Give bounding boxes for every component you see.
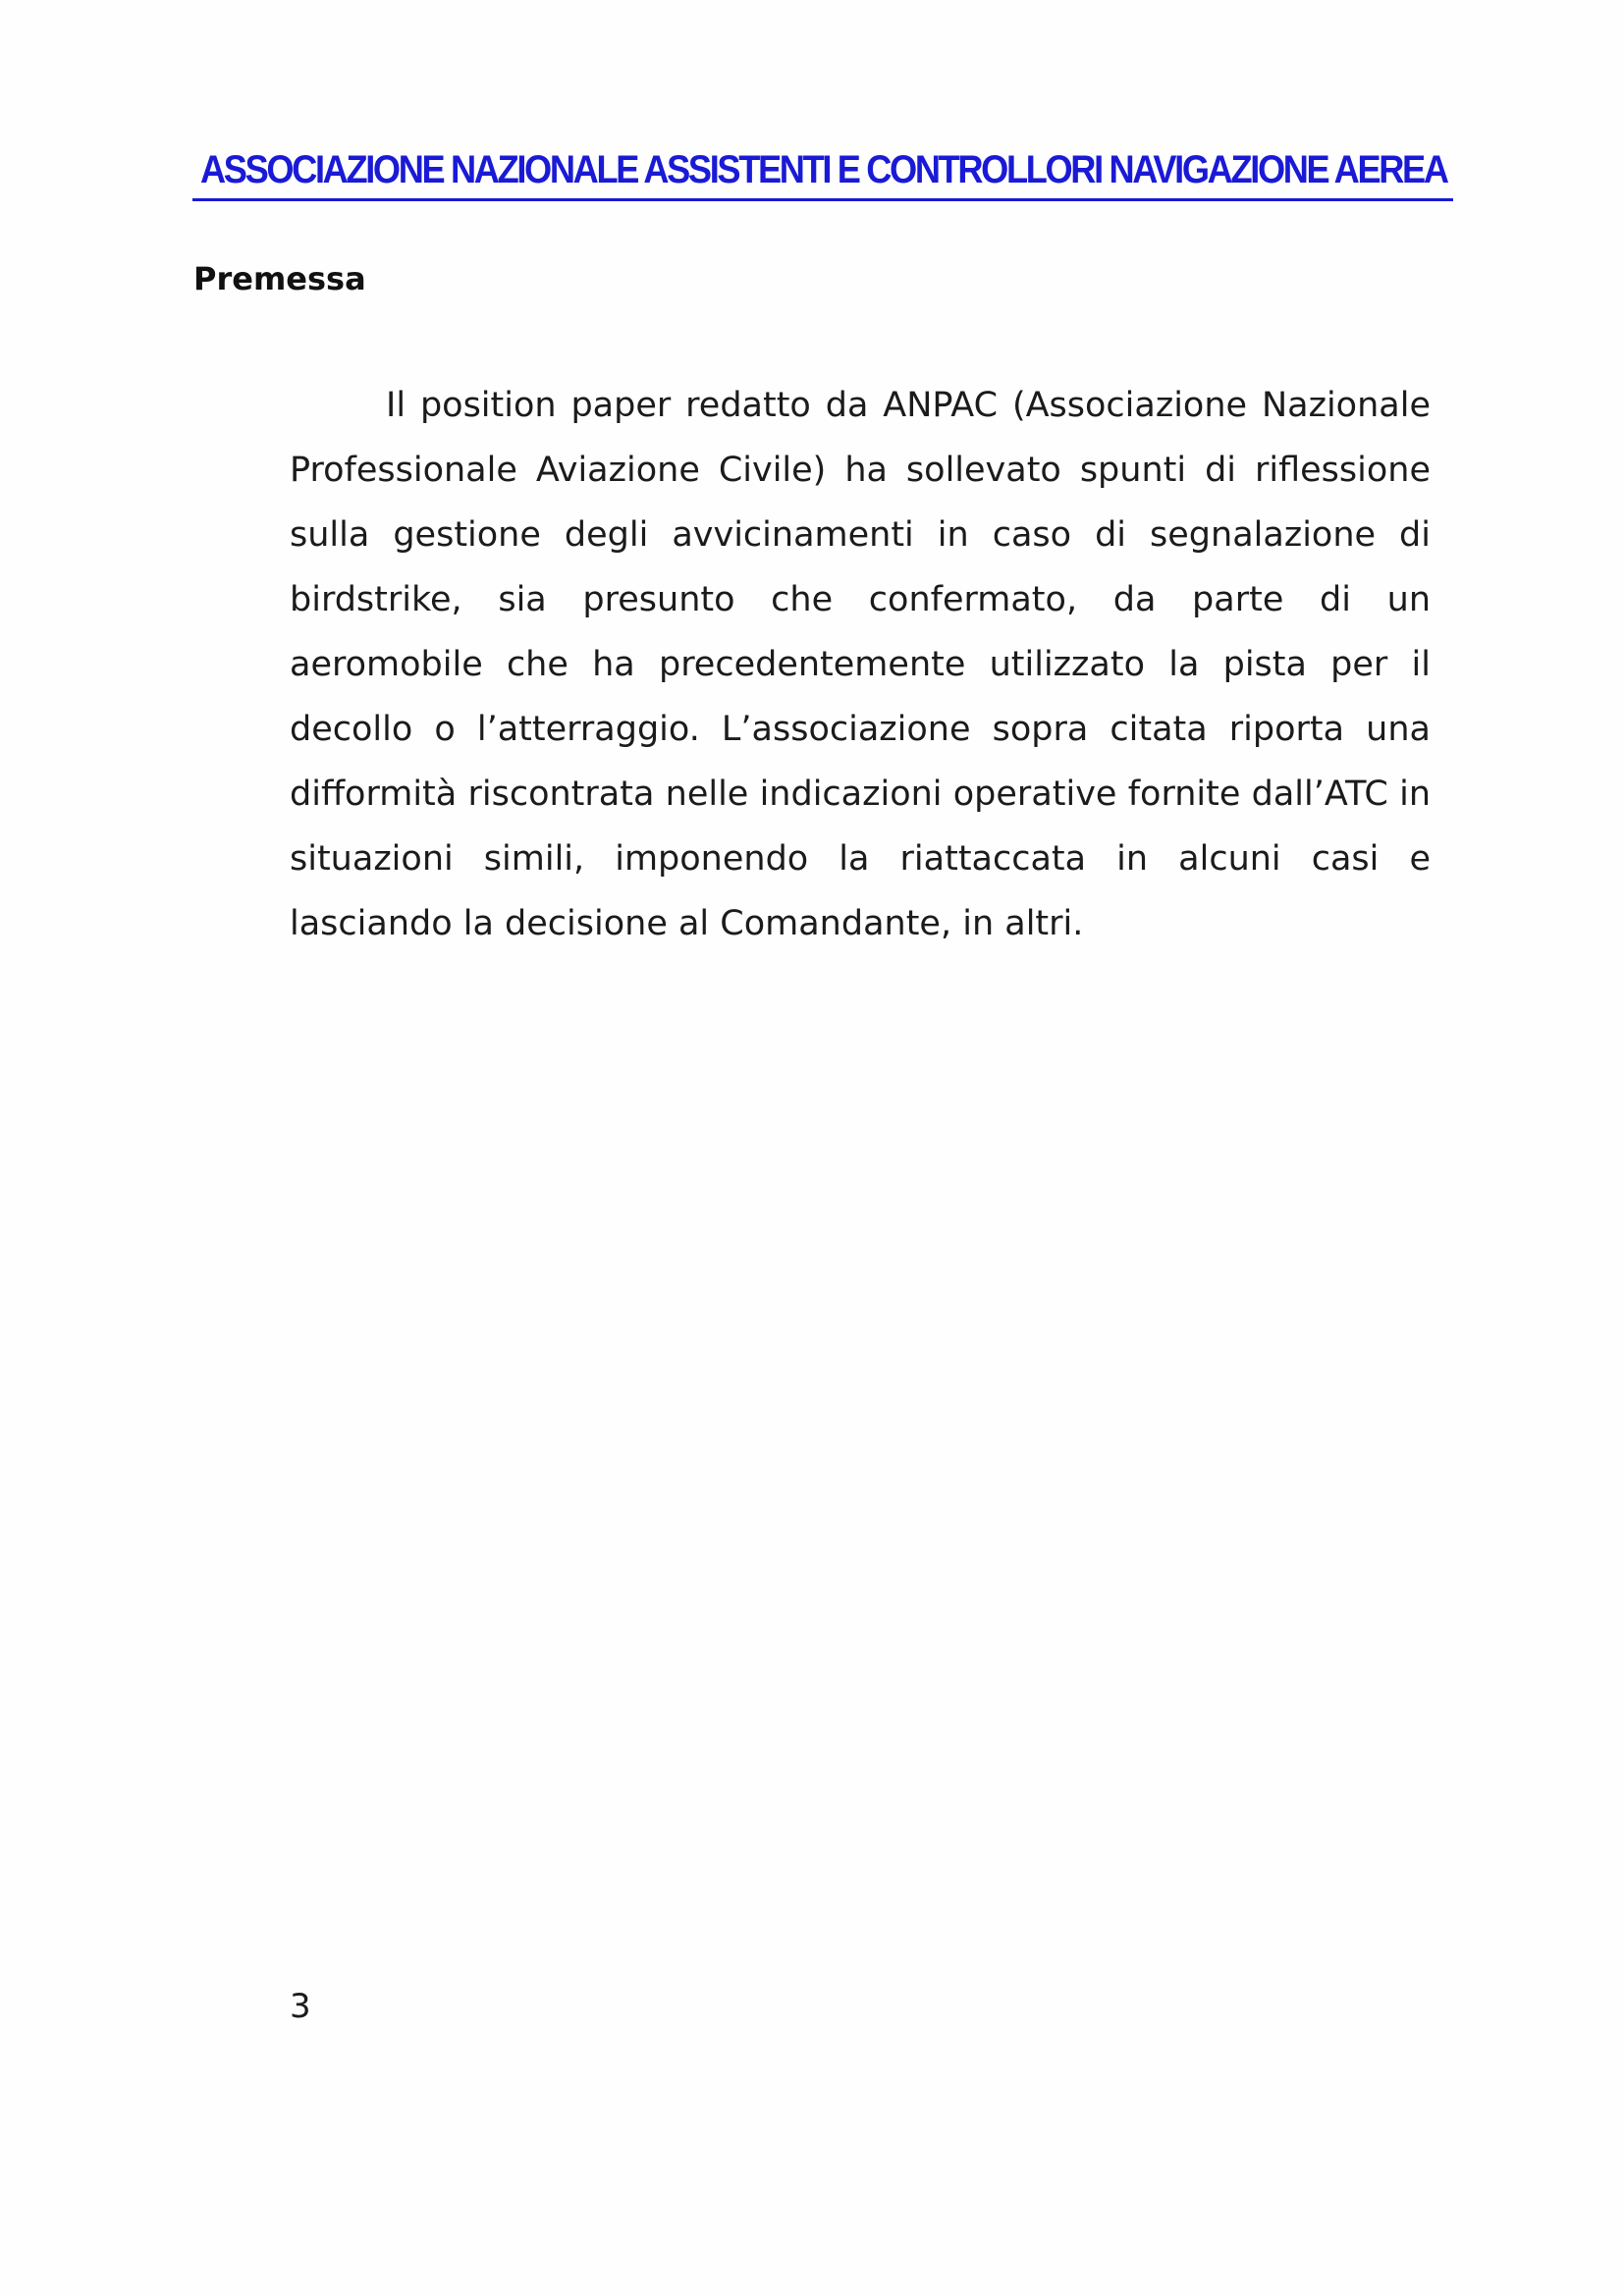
page-header	[192, 143, 1453, 204]
organization-title: ASSOCIAZIONE NAZIONALE ASSISTENTI E CONTROLLORI NAVIGAZIONE AEREA	[200, 148, 1447, 191]
section-heading: Premessa	[193, 260, 366, 297]
body-paragraph: Il position paper redatto da ANPAC (Associazione Nazionale Professionale Aviazione Civile) ha sollevato spunti di riflessione sulla gestione degli avvicinamenti in caso di segnalazione di birdstrike, sia presunto che confermato, da parte di un aeromobile che ha precedentemente utilizzato la pista per il decollo o l’atterraggio. L’associazione sopra citata riporta una difformità riscontrata nelle indicazioni operative fornite dall’ATC in situazioni simili, imponendo la riattaccata in alcuni casi e lasciando la decisione al Comandante, in altri.	[290, 386, 1431, 943]
page-number: 3	[290, 1987, 311, 2026]
header-divider	[192, 198, 1453, 201]
